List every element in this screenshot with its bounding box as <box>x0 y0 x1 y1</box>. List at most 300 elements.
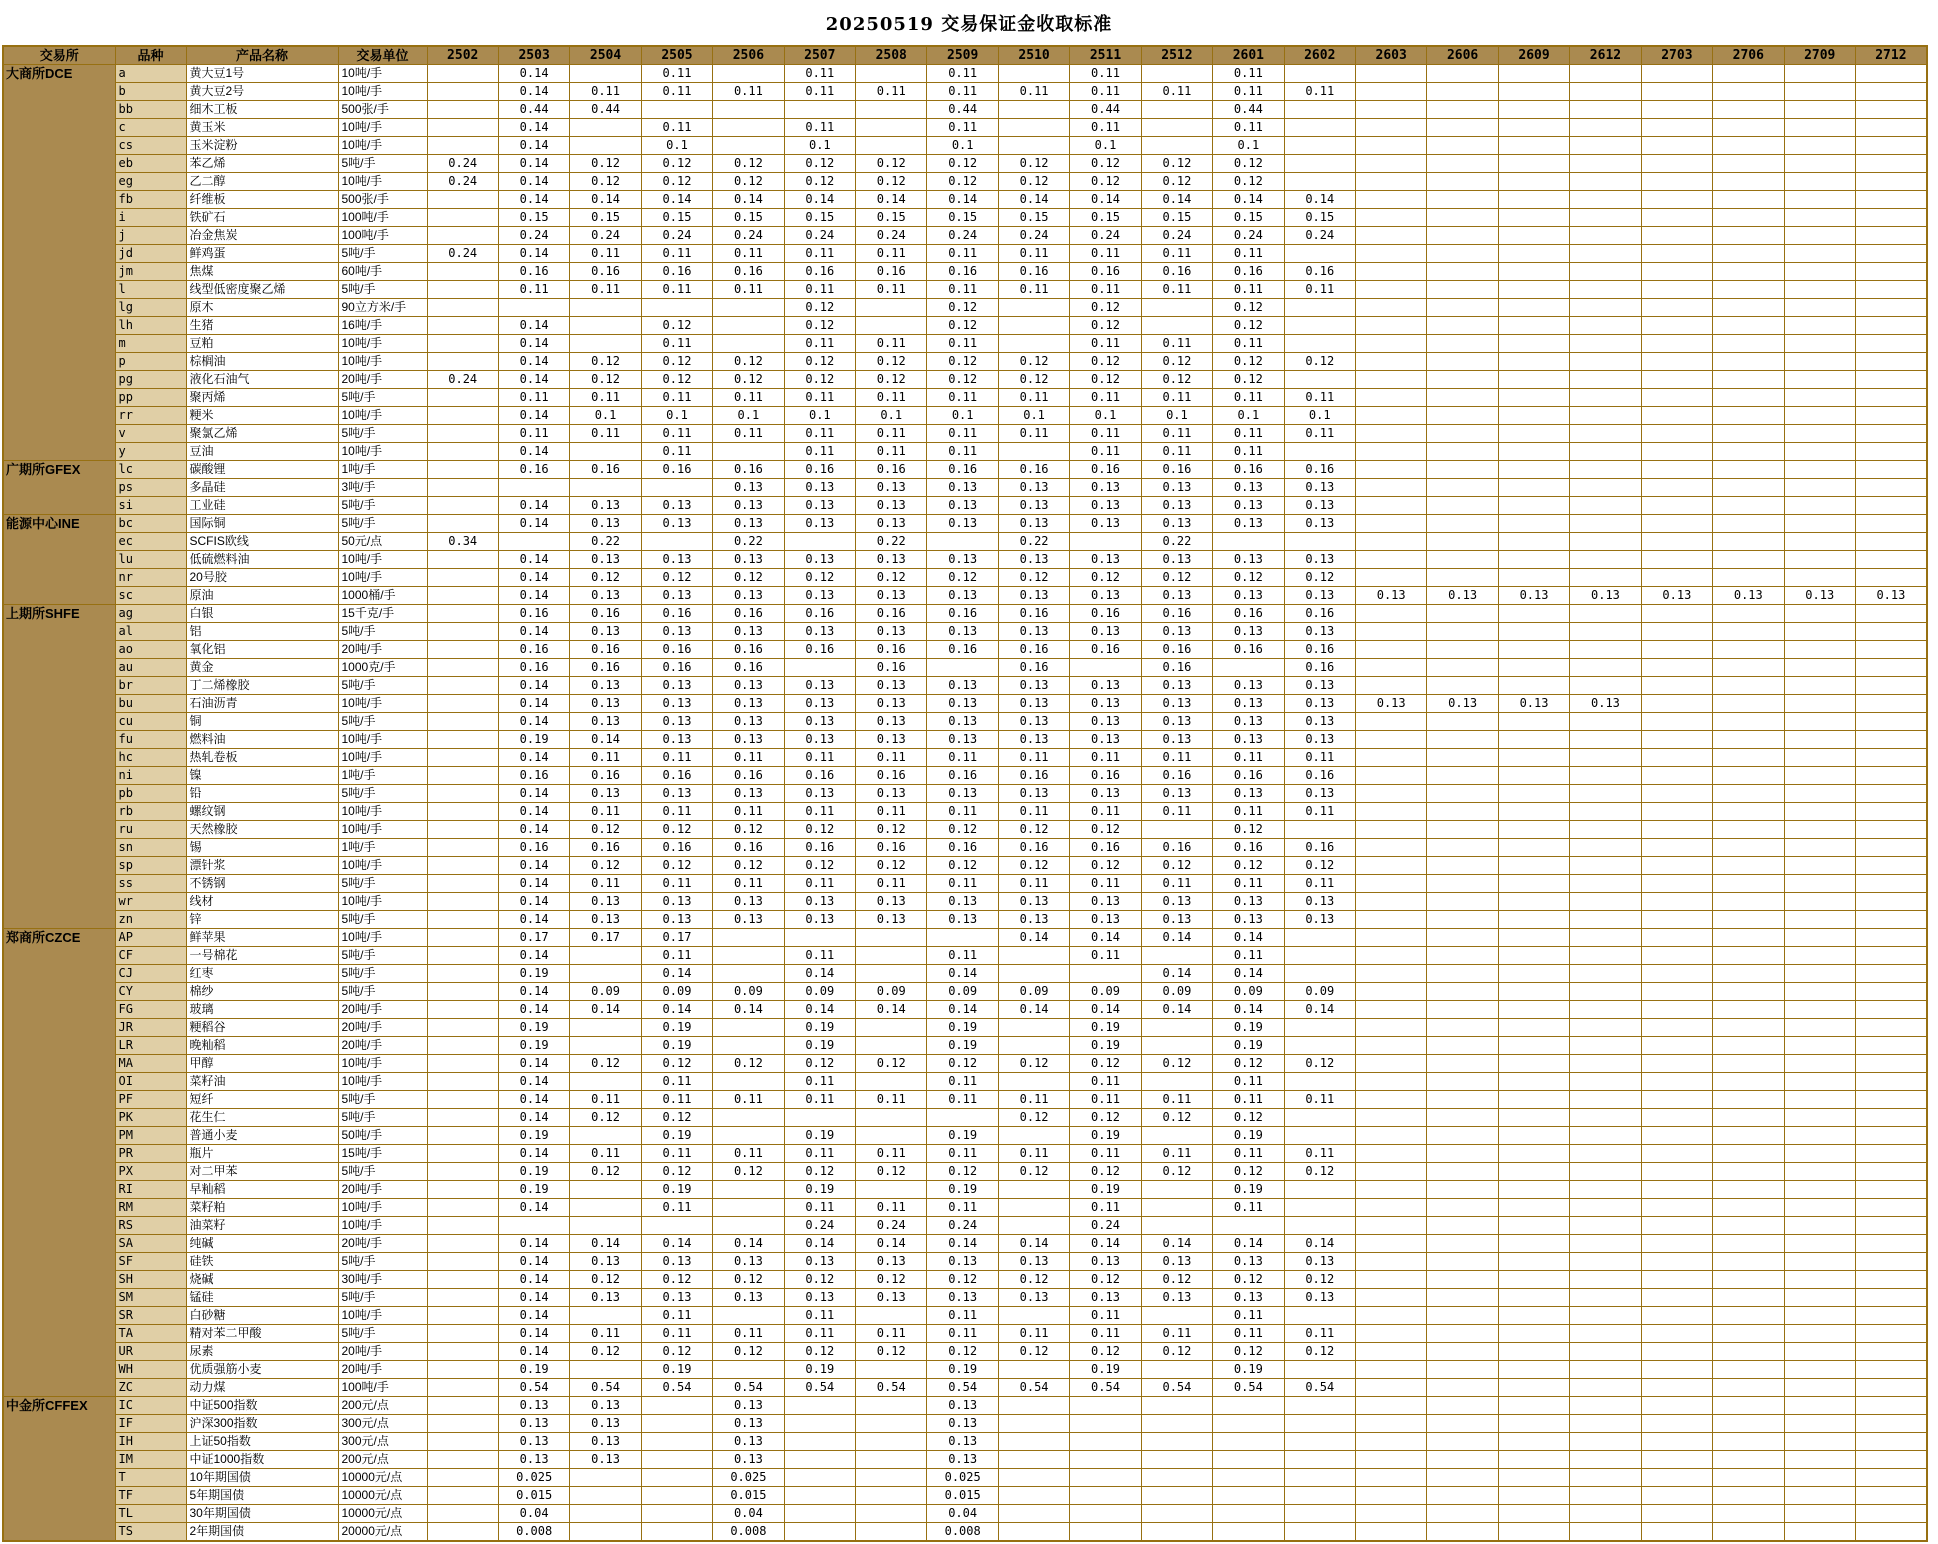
margin-value-cell: 0.13 <box>784 515 855 533</box>
margin-value-cell: 0.11 <box>784 119 855 137</box>
margin-value-cell <box>427 893 498 911</box>
margin-value-cell: 0.13 <box>1213 623 1284 641</box>
product-name-cell: 燃料油 <box>186 731 338 749</box>
margin-value-cell <box>570 1217 641 1235</box>
margin-value-cell <box>1855 1235 1926 1253</box>
margin-value-cell <box>570 947 641 965</box>
margin-value-cell: 0.16 <box>856 767 927 785</box>
table-row <box>3 875 1927 893</box>
exchange-group-cell: 中金所CFFEX <box>3 1397 115 1542</box>
margin-value-cell: 0.12 <box>856 173 927 191</box>
margin-value-cell <box>1498 497 1569 515</box>
margin-value-cell <box>1855 209 1926 227</box>
margin-value-cell: 0.14 <box>498 1199 569 1217</box>
margin-value-cell <box>1427 983 1498 1001</box>
margin-value-cell <box>1713 533 1784 551</box>
column-header-month-2511: 2511 <box>1070 46 1141 65</box>
margin-value-cell <box>1141 1397 1212 1415</box>
margin-value-cell <box>427 1181 498 1199</box>
table-row <box>3 1379 1927 1397</box>
margin-value-cell: 0.11 <box>856 1091 927 1109</box>
margin-value-cell <box>1784 155 1855 173</box>
margin-value-cell <box>1713 515 1784 533</box>
margin-value-cell: 0.13 <box>927 1415 998 1433</box>
margin-value-cell <box>1855 155 1926 173</box>
margin-value-cell: 0.13 <box>1070 731 1141 749</box>
margin-value-cell <box>1641 1433 1712 1451</box>
margin-value-cell: 0.12 <box>998 1109 1069 1127</box>
margin-value-cell <box>1498 533 1569 551</box>
margin-value-cell <box>1498 1145 1569 1163</box>
margin-value-cell: 0.13 <box>641 623 712 641</box>
margin-value-cell: 0.11 <box>856 281 927 299</box>
margin-value-cell <box>1141 1523 1212 1542</box>
margin-value-cell: 0.11 <box>784 1199 855 1217</box>
product-name-cell: 线型低密度聚乙烯 <box>186 281 338 299</box>
margin-value-cell: 0.13 <box>1213 497 1284 515</box>
margin-value-cell: 0.24 <box>927 1217 998 1235</box>
margin-value-cell <box>1070 1451 1141 1469</box>
margin-value-cell <box>1713 1487 1784 1505</box>
margin-value-cell <box>1570 371 1641 389</box>
product-name-cell: 锡 <box>186 839 338 857</box>
margin-value-cell: 0.09 <box>998 983 1069 1001</box>
margin-value-cell: 0.12 <box>927 1163 998 1181</box>
margin-value-cell <box>1355 1307 1426 1325</box>
margin-value-cell: 0.12 <box>1070 1271 1141 1289</box>
trading-unit-cell: 5吨/手 <box>338 425 427 443</box>
margin-value-cell: 0.11 <box>1284 749 1355 767</box>
variety-code-cell: PF <box>115 1091 186 1109</box>
margin-value-cell: 0.16 <box>498 605 569 623</box>
margin-value-cell: 0.13 <box>570 1451 641 1469</box>
margin-value-cell: 0.16 <box>641 605 712 623</box>
margin-value-cell: 0.11 <box>1141 245 1212 263</box>
margin-value-cell: 0.11 <box>1213 335 1284 353</box>
margin-value-cell: 0.16 <box>998 461 1069 479</box>
margin-value-cell: 0.13 <box>784 677 855 695</box>
product-name-cell: 硅铁 <box>186 1253 338 1271</box>
product-name-cell: 铅 <box>186 785 338 803</box>
margin-value-cell: 0.11 <box>784 335 855 353</box>
margin-value-cell: 0.11 <box>998 83 1069 101</box>
margin-value-cell <box>856 965 927 983</box>
table-row <box>3 1253 1927 1271</box>
margin-value-cell <box>1855 1307 1926 1325</box>
margin-value-cell: 0.19 <box>498 965 569 983</box>
trading-unit-cell: 5吨/手 <box>338 155 427 173</box>
margin-value-cell: 0.14 <box>498 407 569 425</box>
margin-value-cell: 0.12 <box>1070 821 1141 839</box>
margin-value-cell <box>641 1433 712 1451</box>
margin-value-cell: 0.16 <box>927 605 998 623</box>
margin-value-cell: 0.19 <box>1213 1019 1284 1037</box>
margin-value-cell: 0.17 <box>570 929 641 947</box>
margin-value-cell <box>1498 371 1569 389</box>
margin-value-cell: 0.11 <box>1213 947 1284 965</box>
margin-value-cell: 0.13 <box>927 677 998 695</box>
margin-value-cell <box>1427 65 1498 83</box>
margin-value-cell <box>1070 1469 1141 1487</box>
margin-value-cell <box>1784 1271 1855 1289</box>
margin-value-cell <box>998 1469 1069 1487</box>
margin-value-cell <box>1284 821 1355 839</box>
margin-value-cell <box>1070 1505 1141 1523</box>
margin-value-cell: 0.14 <box>1141 1001 1212 1019</box>
margin-value-cell <box>1855 101 1926 119</box>
trading-unit-cell: 20000元/点 <box>338 1523 427 1542</box>
margin-value-cell: 0.1 <box>641 137 712 155</box>
margin-value-cell <box>1141 101 1212 119</box>
margin-value-cell <box>1284 1487 1355 1505</box>
margin-value-cell <box>1355 749 1426 767</box>
margin-value-cell: 0.11 <box>1070 1073 1141 1091</box>
margin-value-cell: 0.12 <box>856 569 927 587</box>
margin-value-cell <box>998 65 1069 83</box>
margin-value-cell <box>1784 1307 1855 1325</box>
margin-value-cell <box>1355 1487 1426 1505</box>
margin-value-cell: 0.11 <box>784 1307 855 1325</box>
margin-value-cell <box>1641 1343 1712 1361</box>
margin-value-cell: 0.54 <box>713 1379 784 1397</box>
margin-value-cell <box>1713 623 1784 641</box>
margin-value-cell <box>1855 281 1926 299</box>
margin-value-cell: 0.11 <box>856 749 927 767</box>
margin-value-cell: 0.13 <box>927 587 998 605</box>
margin-value-cell <box>1498 623 1569 641</box>
margin-value-cell: 0.11 <box>1070 803 1141 821</box>
margin-value-cell: 0.24 <box>927 227 998 245</box>
margin-value-cell: 0.11 <box>784 749 855 767</box>
margin-value-cell <box>1641 1091 1712 1109</box>
margin-value-cell <box>856 1037 927 1055</box>
margin-value-cell <box>998 1433 1069 1451</box>
margin-value-cell <box>1641 1307 1712 1325</box>
variety-code-cell: UR <box>115 1343 186 1361</box>
page-title: 20250519 交易保证金收取标准 <box>825 13 1113 35</box>
margin-value-cell: 0.13 <box>570 893 641 911</box>
margin-value-cell: 0.12 <box>1070 353 1141 371</box>
margin-value-cell: 0.11 <box>1070 875 1141 893</box>
margin-value-cell: 0.13 <box>784 893 855 911</box>
margin-value-cell: 0.12 <box>1213 821 1284 839</box>
margin-value-cell: 0.11 <box>641 425 712 443</box>
margin-value-cell: 0.11 <box>641 947 712 965</box>
margin-value-cell <box>1570 515 1641 533</box>
product-name-cell: 粳稻谷 <box>186 1019 338 1037</box>
trading-unit-cell: 5吨/手 <box>338 1253 427 1271</box>
margin-value-cell <box>784 1505 855 1523</box>
margin-value-cell: 0.09 <box>713 983 784 1001</box>
margin-value-cell <box>1570 1163 1641 1181</box>
margin-value-cell <box>1641 227 1712 245</box>
margin-value-cell <box>1427 515 1498 533</box>
margin-value-cell <box>713 1361 784 1379</box>
margin-value-cell <box>427 137 498 155</box>
margin-value-cell: 0.14 <box>998 1235 1069 1253</box>
margin-value-cell <box>498 479 569 497</box>
margin-value-cell <box>713 317 784 335</box>
margin-value-cell: 0.15 <box>784 209 855 227</box>
margin-value-cell: 0.44 <box>498 101 569 119</box>
margin-value-cell: 0.19 <box>1070 1127 1141 1145</box>
margin-value-cell: 0.13 <box>784 623 855 641</box>
margin-value-cell: 0.11 <box>784 83 855 101</box>
margin-value-cell <box>1427 1199 1498 1217</box>
variety-code-cell: m <box>115 335 186 353</box>
margin-value-cell <box>1641 1325 1712 1343</box>
margin-value-cell <box>1855 1001 1926 1019</box>
margin-value-cell: 0.13 <box>856 713 927 731</box>
margin-value-cell <box>1641 911 1712 929</box>
table-row <box>3 353 1927 371</box>
variety-code-cell: bu <box>115 695 186 713</box>
margin-value-cell: 0.13 <box>1070 1253 1141 1271</box>
margin-value-cell <box>1498 137 1569 155</box>
margin-value-cell: 0.14 <box>498 695 569 713</box>
margin-value-cell <box>1498 1181 1569 1199</box>
margin-value-cell: 0.13 <box>570 911 641 929</box>
margin-value-cell <box>1855 1325 1926 1343</box>
margin-value-cell <box>713 947 784 965</box>
margin-value-cell <box>1713 1019 1784 1037</box>
margin-value-cell: 0.11 <box>856 245 927 263</box>
column-header-1: 品种 <box>115 46 186 65</box>
margin-value-cell: 0.13 <box>1284 1253 1355 1271</box>
column-header-month-2505: 2505 <box>641 46 712 65</box>
margin-value-cell: 0.11 <box>713 281 784 299</box>
margin-value-cell <box>998 1073 1069 1091</box>
margin-value-cell <box>1641 299 1712 317</box>
margin-value-cell <box>1355 119 1426 137</box>
margin-value-cell <box>1427 821 1498 839</box>
product-name-cell: 石油沥青 <box>186 695 338 713</box>
margin-value-cell: 0.14 <box>1141 929 1212 947</box>
margin-value-cell: 0.13 <box>784 1253 855 1271</box>
margin-value-cell <box>1641 713 1712 731</box>
margin-value-cell <box>856 1523 927 1542</box>
margin-value-cell <box>1498 191 1569 209</box>
margin-value-cell <box>1498 1163 1569 1181</box>
margin-value-cell: 0.11 <box>1141 389 1212 407</box>
margin-value-cell: 0.19 <box>1213 1181 1284 1199</box>
margin-value-cell: 0.16 <box>1284 263 1355 281</box>
margin-value-cell: 0.1 <box>784 407 855 425</box>
margin-value-cell: 0.11 <box>998 1325 1069 1343</box>
margin-value-cell: 0.13 <box>570 515 641 533</box>
margin-value-cell <box>1498 1127 1569 1145</box>
margin-value-cell <box>1855 1523 1926 1542</box>
margin-value-cell <box>1641 569 1712 587</box>
table-row <box>3 209 1927 227</box>
margin-value-cell: 0.11 <box>998 1091 1069 1109</box>
margin-value-cell <box>1784 1505 1855 1523</box>
margin-value-cell: 0.12 <box>570 155 641 173</box>
column-header-month-2709: 2709 <box>1784 46 1855 65</box>
margin-value-cell <box>1141 1181 1212 1199</box>
margin-value-cell <box>427 1199 498 1217</box>
margin-value-cell <box>427 767 498 785</box>
trading-unit-cell: 15吨/手 <box>338 1145 427 1163</box>
margin-value-cell: 0.16 <box>927 839 998 857</box>
margin-value-cell <box>1427 767 1498 785</box>
margin-value-cell: 0.12 <box>1141 1343 1212 1361</box>
margin-value-cell <box>1784 767 1855 785</box>
margin-value-cell: 0.14 <box>498 497 569 515</box>
margin-value-cell <box>1784 83 1855 101</box>
margin-value-cell: 0.16 <box>1284 605 1355 623</box>
margin-value-cell: 0.13 <box>570 1253 641 1271</box>
margin-value-cell <box>1498 1217 1569 1235</box>
margin-value-cell <box>1355 1001 1426 1019</box>
margin-value-cell <box>784 929 855 947</box>
margin-value-cell: 0.12 <box>784 155 855 173</box>
margin-value-cell <box>427 1235 498 1253</box>
trading-unit-cell: 100吨/手 <box>338 209 427 227</box>
margin-value-cell <box>856 1361 927 1379</box>
margin-value-cell <box>641 101 712 119</box>
margin-value-cell: 0.11 <box>570 875 641 893</box>
margin-value-cell: 0.13 <box>1141 515 1212 533</box>
trading-unit-cell: 60吨/手 <box>338 263 427 281</box>
margin-value-cell: 0.13 <box>998 731 1069 749</box>
table-row <box>3 137 1927 155</box>
margin-value-cell <box>1427 353 1498 371</box>
margin-value-cell <box>1784 1091 1855 1109</box>
margin-value-cell: 0.12 <box>998 1163 1069 1181</box>
trading-unit-cell: 5吨/手 <box>338 1289 427 1307</box>
margin-value-cell <box>1784 947 1855 965</box>
margin-value-cell <box>1498 983 1569 1001</box>
margin-value-cell <box>427 263 498 281</box>
product-name-cell: 焦煤 <box>186 263 338 281</box>
margin-value-cell <box>1570 767 1641 785</box>
margin-value-cell: 0.13 <box>784 785 855 803</box>
margin-value-cell <box>1284 173 1355 191</box>
trading-unit-cell: 10吨/手 <box>338 569 427 587</box>
margin-value-cell <box>856 317 927 335</box>
margin-value-cell: 0.1 <box>1213 407 1284 425</box>
margin-value-cell <box>1427 389 1498 407</box>
margin-value-cell <box>1641 479 1712 497</box>
column-header-month-2509: 2509 <box>927 46 998 65</box>
table-header <box>3 46 1927 65</box>
margin-value-cell <box>998 1181 1069 1199</box>
margin-value-cell: 0.14 <box>1213 1001 1284 1019</box>
margin-value-cell: 0.12 <box>784 569 855 587</box>
margin-value-cell <box>1355 551 1426 569</box>
margin-value-cell <box>1784 1487 1855 1505</box>
trading-unit-cell: 10吨/手 <box>338 443 427 461</box>
variety-code-cell: RS <box>115 1217 186 1235</box>
margin-value-cell: 0.13 <box>1855 587 1926 605</box>
margin-value-cell: 0.16 <box>1213 839 1284 857</box>
trading-unit-cell: 1吨/手 <box>338 839 427 857</box>
margin-value-cell: 0.54 <box>856 1379 927 1397</box>
margin-value-cell: 0.13 <box>713 497 784 515</box>
margin-value-cell <box>1498 479 1569 497</box>
margin-value-cell <box>1498 857 1569 875</box>
variety-code-cell: TA <box>115 1325 186 1343</box>
margin-value-cell <box>1570 209 1641 227</box>
margin-value-cell: 0.16 <box>998 641 1069 659</box>
margin-value-cell: 0.13 <box>1213 551 1284 569</box>
margin-value-cell: 0.13 <box>856 911 927 929</box>
margin-value-cell: 0.11 <box>570 83 641 101</box>
margin-value-cell <box>1141 1073 1212 1091</box>
margin-value-cell: 0.14 <box>570 191 641 209</box>
product-name-cell: 晚籼稻 <box>186 1037 338 1055</box>
margin-value-cell <box>1570 245 1641 263</box>
product-name-cell: 纤维板 <box>186 191 338 209</box>
margin-value-cell <box>1855 749 1926 767</box>
margin-value-cell: 0.13 <box>1570 587 1641 605</box>
margin-value-cell: 0.13 <box>713 587 784 605</box>
margin-value-cell <box>1784 281 1855 299</box>
margin-value-cell <box>1570 875 1641 893</box>
margin-value-cell: 0.15 <box>1070 209 1141 227</box>
margin-value-cell <box>1355 1091 1426 1109</box>
margin-value-cell <box>1427 497 1498 515</box>
variety-code-cell: IH <box>115 1433 186 1451</box>
margin-value-cell: 0.13 <box>1284 785 1355 803</box>
margin-value-cell <box>1570 425 1641 443</box>
product-name-cell: 油菜籽 <box>186 1217 338 1235</box>
margin-value-cell <box>427 605 498 623</box>
margin-value-cell <box>1570 461 1641 479</box>
margin-value-cell: 0.11 <box>856 803 927 821</box>
margin-value-cell <box>1141 65 1212 83</box>
margin-value-cell <box>998 947 1069 965</box>
margin-value-cell: 0.16 <box>1070 605 1141 623</box>
margin-value-cell: 0.19 <box>641 1181 712 1199</box>
product-name-cell: 20号胶 <box>186 569 338 587</box>
margin-value-cell: 0.13 <box>1284 479 1355 497</box>
margin-value-cell: 0.11 <box>998 281 1069 299</box>
margin-value-cell <box>1427 605 1498 623</box>
margin-value-cell <box>1284 1127 1355 1145</box>
margin-value-cell: 0.12 <box>784 1343 855 1361</box>
margin-value-cell <box>998 137 1069 155</box>
margin-value-cell <box>427 1361 498 1379</box>
margin-value-cell <box>1855 263 1926 281</box>
margin-value-cell <box>427 335 498 353</box>
product-name-cell: 菜籽油 <box>186 1073 338 1091</box>
variety-code-cell: au <box>115 659 186 677</box>
column-header-month-2510: 2510 <box>998 46 1069 65</box>
margin-value-cell <box>641 533 712 551</box>
trading-unit-cell: 20吨/手 <box>338 1181 427 1199</box>
margin-value-cell: 0.14 <box>498 1145 569 1163</box>
margin-value-cell: 0.11 <box>641 1145 712 1163</box>
margin-value-cell <box>1784 1019 1855 1037</box>
margin-value-cell <box>1570 1289 1641 1307</box>
margin-value-cell <box>1713 1397 1784 1415</box>
margin-value-cell <box>856 101 927 119</box>
margin-value-cell <box>427 281 498 299</box>
margin-value-cell <box>1641 1019 1712 1037</box>
margin-value-cell: 0.11 <box>641 443 712 461</box>
table-row <box>3 893 1927 911</box>
margin-value-cell: 0.12 <box>927 821 998 839</box>
margin-value-cell: 0.11 <box>570 281 641 299</box>
margin-value-cell: 0.12 <box>998 821 1069 839</box>
margin-value-cell: 0.13 <box>570 785 641 803</box>
trading-unit-cell: 20吨/手 <box>338 1037 427 1055</box>
margin-value-cell <box>1284 299 1355 317</box>
margin-value-cell <box>1498 443 1569 461</box>
variety-code-cell: TL <box>115 1505 186 1523</box>
